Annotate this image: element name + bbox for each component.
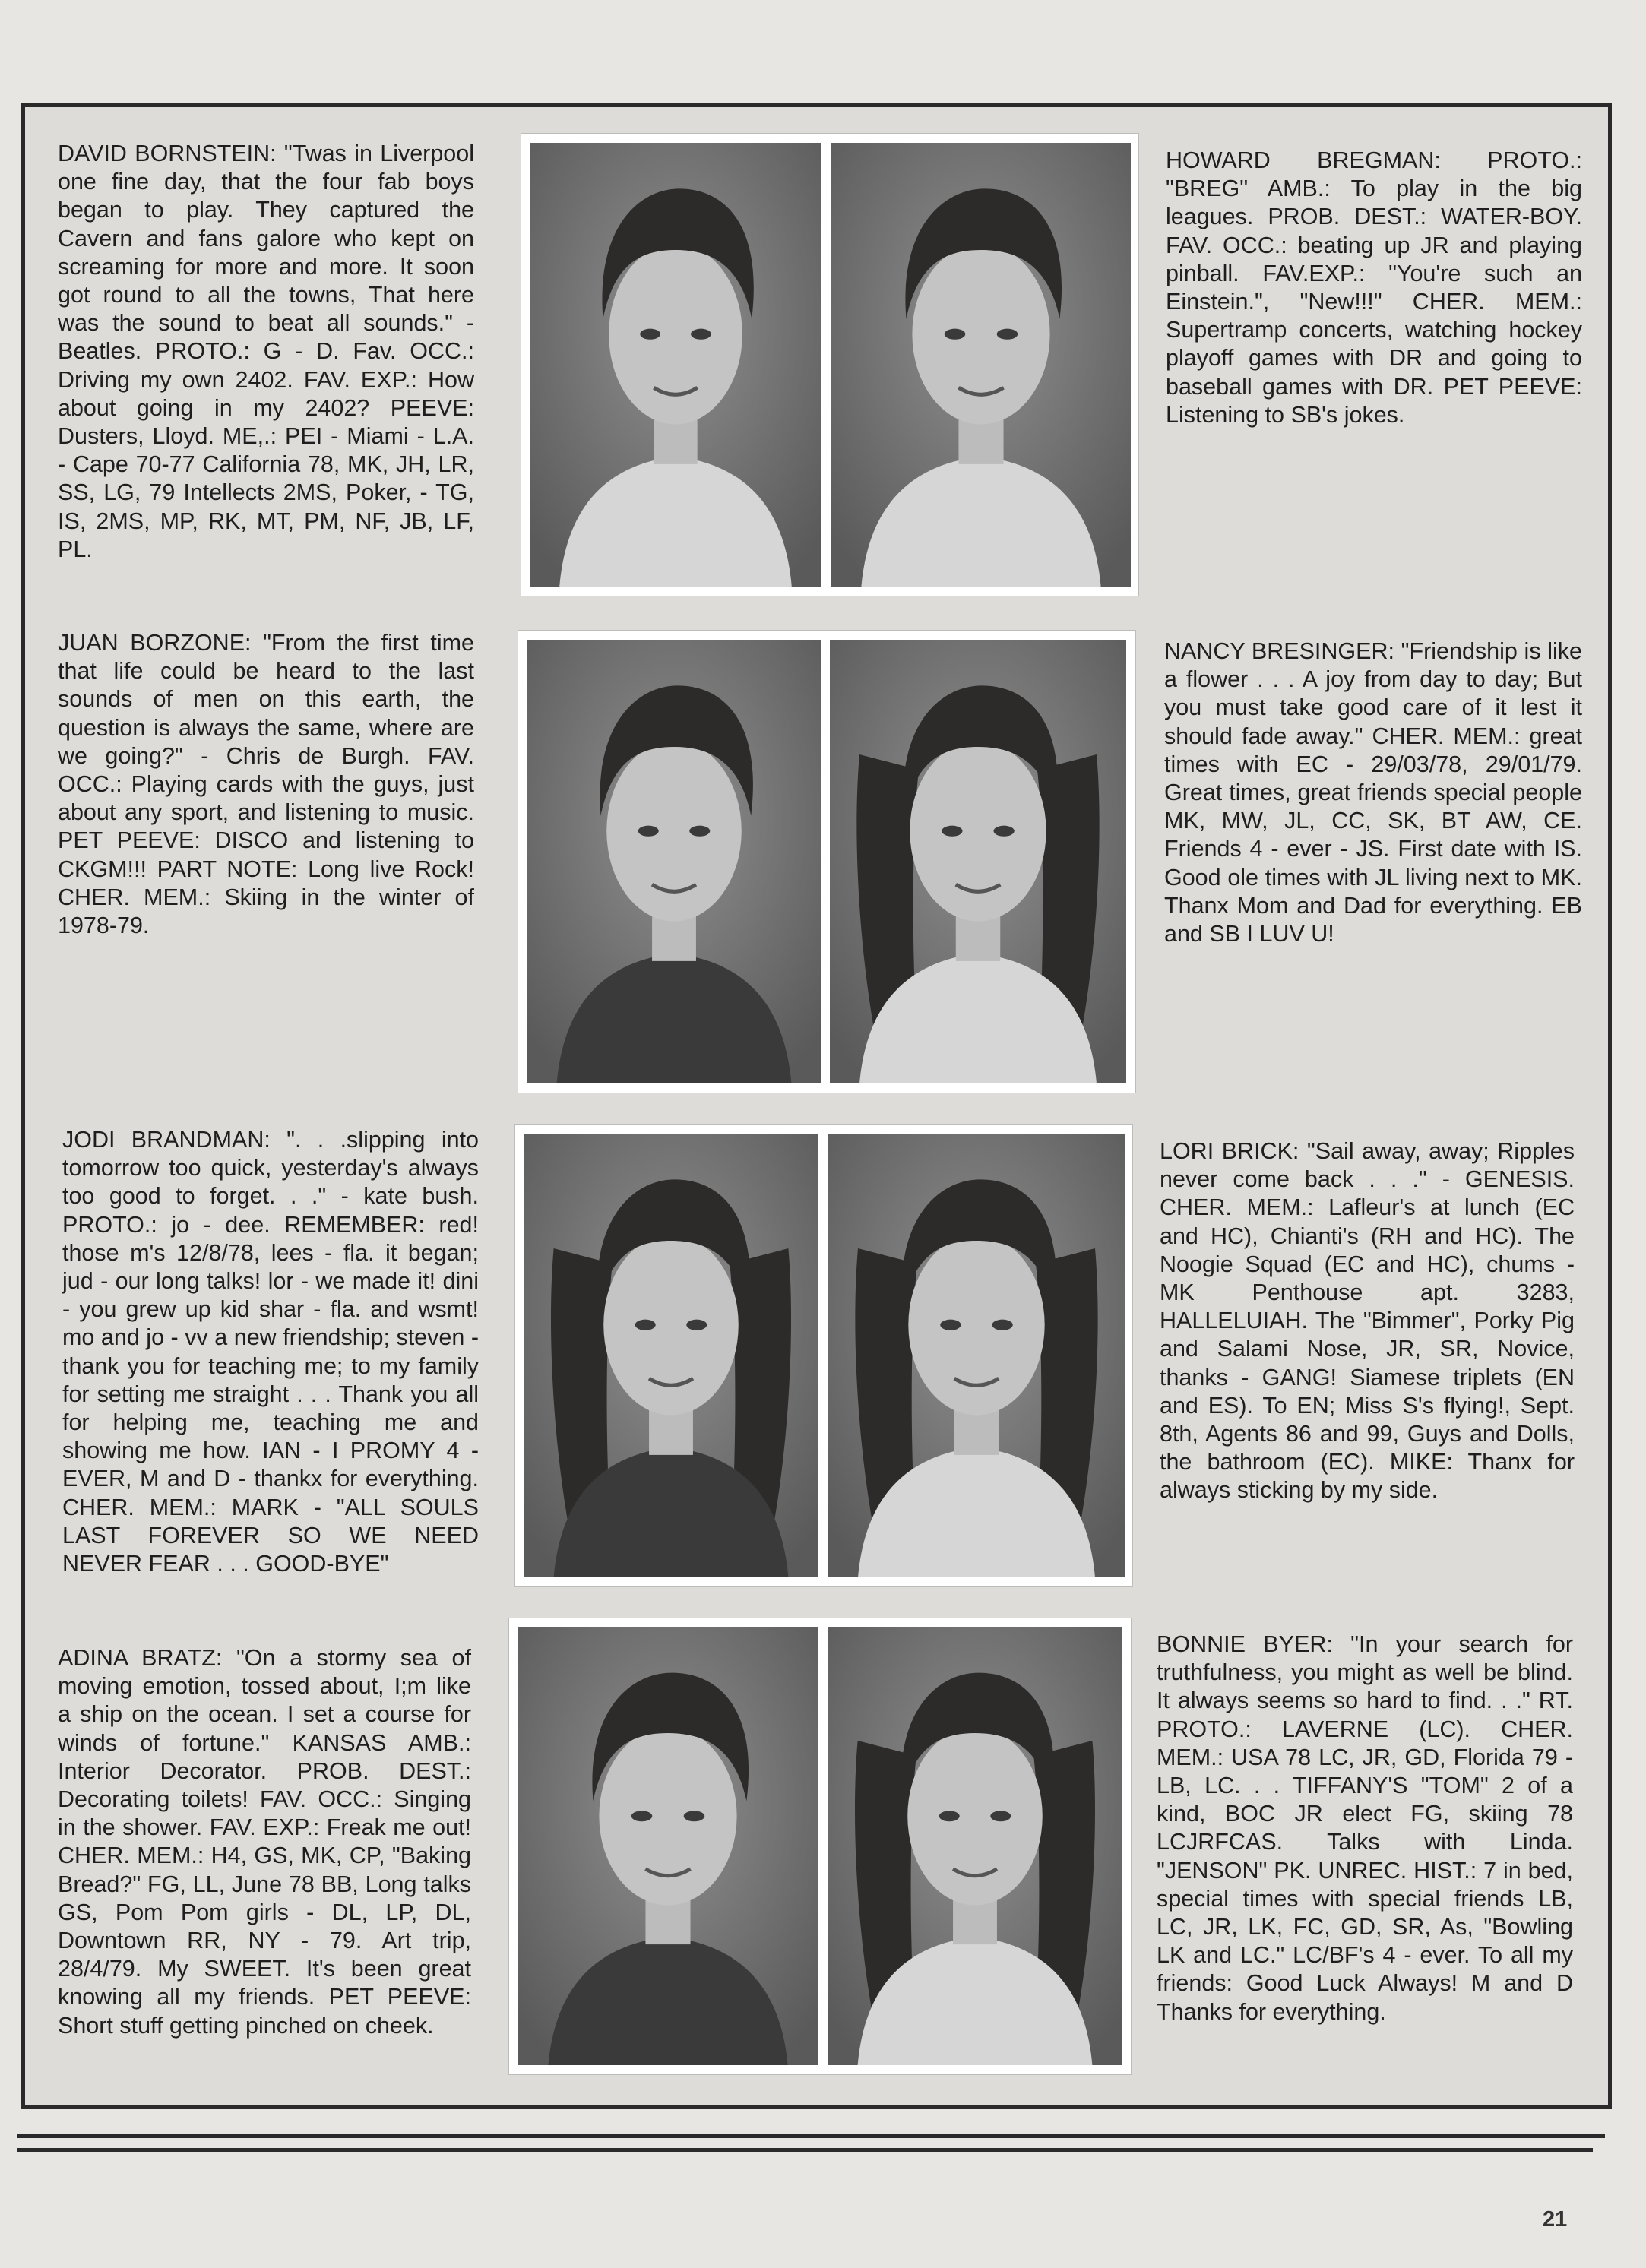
photo-jodi-brandman bbox=[524, 1134, 818, 1577]
entry-adina-bratz: ADINA BRATZ: "On a stormy sea of moving emotion, tossed about, I;m like a ship on the ocean. I set a course for winds of fortune." KANSAS AMB.: Interior Decorator. PROB. DEST.: Decorating toilets! FAV. OCC.: Singing in the shower. FAV. EXP.: Freak me out! CHER. MEM.: H4, GS, MK, CP, "Baking Bread?" FG, LL, June 78 BB, Long talks GS, Pom Pom girls - DL, LP, DL, Downtown RR, NY - 79. Art trip, 28/4/79. My SWEET. It's been great knowing all my friends. PET PEEVE: Short stuff getting pinched on cheek. bbox=[58, 1645, 471, 2039]
photo-david-bornstein bbox=[530, 143, 821, 587]
photo-pair-row-4 bbox=[509, 1618, 1131, 2074]
photo-bonnie-byer bbox=[828, 1627, 1122, 2065]
photo-adina-bratz bbox=[518, 1627, 818, 2065]
bottom-rule-thick bbox=[17, 2134, 1605, 2138]
entry-lori-brick: LORI BRICK: "Sail away, away; Ripples never come back . . ." - GENESIS. CHER. MEM.: Lafleur's at lunch (EC and HC), Chianti's (RH and HC). The Noogie Squad (EC and HC), chums - MK Penthouse apt. 3283, HALLELUIAH. The "Bimmer", Porky Pig and Salami Nose, JR, SR, Novice, thanks - GANG! Siamese triplets (EN and ES). To EN; Miss S's flying!, Sept. 8th, Agents 86 and 99, Guys and Dolls, the bathroom (EC). MIKE: Thanx for always sticking by my side. bbox=[1160, 1138, 1575, 1504]
entry-david-bornstein: DAVID BORNSTEIN: "Twas in Liverpool one fine day, that the four fab boys began to play. They captured the Cavern and fans galore who kept on screaming for more and more. It soon got round to all the towns, That here was the sound to beat all sounds." - Beatles. PROTO.: G - D. Fav. OCC.: Driving my own 2402. FAV. EXP.: How about going in my 2402? PEEVE: Dusters, Lloyd. ME,.: PEI - Miami - L.A. - Cape 70-77 California 78, MK, JH, LR, SS, LG, 79 Intellects 2MS, Poker, - TG, IS, 2MS, MP, RK, MT, PM, NF, JB, LF, PL. bbox=[58, 141, 474, 562]
entry-jodi-brandman: JODI BRANDMAN: ". . .slipping into tomorrow too quick, yesterday's always too good to forget. . ." - kate bush. PROTO.: jo - dee. REMEMBER: red! those m's 12/8/78, lees - fla. it began; jud - our long talks! lor - we made it! dini - you grew up kid shar - fla. and wsmt! mo and jo - vv a new friendship; steven - thank you for teaching me; to my family for setting me straight . . . Thank you all for helping me, teaching me and showing me how. IAN - I PROMY 4 - EVER, M and D - thankx for everything. CHER. MEM.: MARK - "ALL SOULS LAST FOREVER SO WE NEED NEVER FEAR . . . GOOD-BYE" bbox=[62, 1127, 479, 1577]
entry-juan-borzone: JUAN BORZONE: "From the first time that life could be heard to the last sounds of men on this earth, the question is always the same, where are we going?" - Chris de Burgh. FAV. OCC.: Playing cards with the guys, just about any sport, and listening to music. PET PEEVE: DISCO and listening to CKGM!!! PART NOTE: Long live Rock! CHER. MEM.: Skiing in the winter of 1978-79. bbox=[58, 630, 474, 939]
photo-pair-row-1 bbox=[521, 134, 1138, 596]
photo-nancy-bresinger bbox=[830, 640, 1126, 1083]
entry-bonnie-byer: BONNIE BYER: "In your search for truthfulness, you might as well be blind. It always seems so hard to find. . ." RT. PROTO.: LAVERNE (LC). CHER. MEM.: USA 78 LC, JR, GD, Florida 79 - LB, LC. . . TIFFANY'S "TOM" 2 of a kind, BOC JR elect FG, skiing 78 LCJRFCAS. Talks with Linda. "JENSON" PK. UNREC. HIST.: 7 in bed, special times with special friends LB, LC, JR, LK, FC, GD, SR, As, "Bowling LK and LC." LC/BF's 4 - ever. To all my friends: Good Luck Always! M and D Thanks for everything. bbox=[1157, 1631, 1573, 2025]
bottom-rule-thin bbox=[17, 2148, 1593, 2152]
entry-nancy-bresinger: NANCY BRESINGER: "Friendship is like a flower . . . A joy from day to day; But you must take good care of it lest it should fade away." CHER. MEM.: great times with EC - 29/03/78, 29/01/79. Great times, great friends special people MK, MW, JL, CC, SK, BT AW, CE. Friends 4 - ever - JS. First date with IS. Good ole times with JL living next to MK. Thanx Mom and Dad for everything. EB and SB I LUV U! bbox=[1164, 638, 1582, 947]
photo-lori-brick bbox=[828, 1134, 1125, 1577]
photo-howard-bregman bbox=[831, 143, 1131, 587]
photo-juan-borzone bbox=[527, 640, 821, 1083]
entry-howard-bregman: HOWARD BREGMAN: PROTO.: "BREG" AMB.: To play in the big leagues. PROB. DEST.: WATER-BOY. FAV. OCC.: beating up JR and playing pinball. FAV.EXP.: "You're such an Einstein.", "New!!!" CHER. MEM.: Supertramp concerts, watching hockey playoff games with DR and going to baseball games with DR. PET PEEVE: Listening to SB's jokes. bbox=[1166, 147, 1582, 428]
page-number: 21 bbox=[1543, 2207, 1568, 2232]
photo-pair-row-2 bbox=[518, 631, 1135, 1093]
photo-pair-row-3 bbox=[515, 1125, 1132, 1586]
